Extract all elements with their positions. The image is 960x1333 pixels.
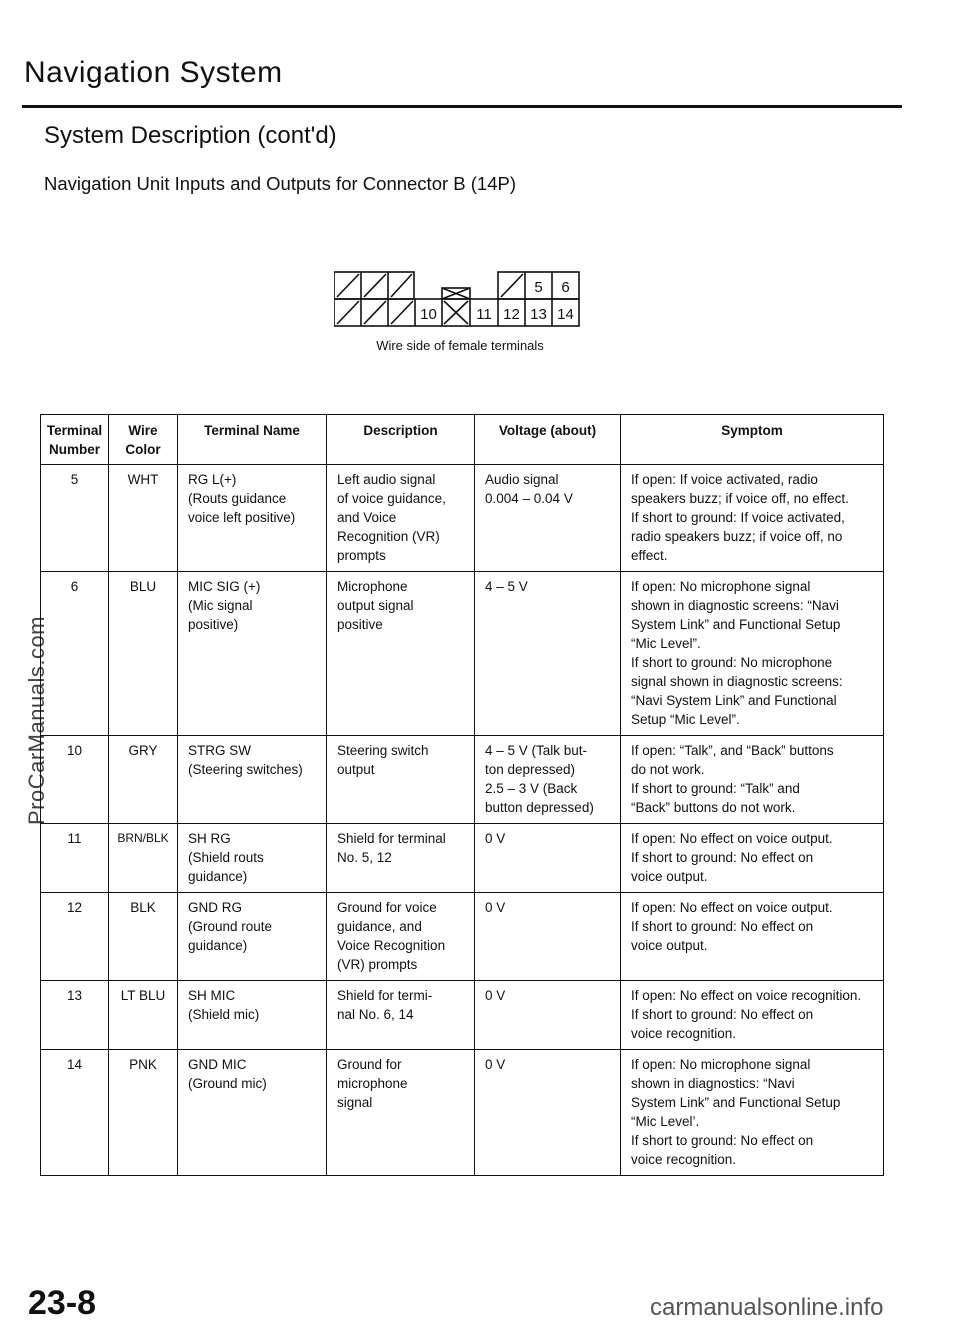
description: Left audio signal of voice guidance, and Voice Recognition (VR) prompts [327,465,475,572]
page-number: 23-8 [28,1284,97,1322]
table-row [41,1050,884,1176]
terminal-name: RG L(+) (Routs guidance voice left positive) [178,465,327,572]
header-wire-color: Wire Color [109,415,178,465]
header-voltage: Voltage (about) [475,415,621,465]
wire-color: BLU [109,572,178,736]
symptom: If open: No effect on voice recognition. If short to ground: No effect on voice recognition. [621,981,884,1050]
description: Ground for microphone signal [327,1050,475,1176]
header-terminal-number: Terminal Number [41,415,109,465]
wire-color: BRN/BLK [109,824,178,893]
pin-label: 10 [420,306,437,323]
wire-color: BLK [109,893,178,981]
voltage: 0 V [475,1050,621,1176]
description: Ground for voice guidance, and Voice Recognition (VR) prompts [327,893,475,981]
terminal-name: MIC SIG (+) (Mic signal positive) [178,572,327,736]
symptom: If open: No effect on voice output. If short to ground: No effect on voice output. [621,893,884,981]
description: Shield for termi- nal No. 6, 14 [327,981,475,1050]
symptom: If open: If voice activated, radio speakers buzz; if voice off, no effect. If short to ground: If voice activated, radio speakers buzz; if voice off, no effect. [621,465,884,572]
pin-label: 12 [503,306,520,323]
table-row [41,465,884,572]
terminal-number: 5 [41,465,109,572]
header-terminal-name: Terminal Name [178,415,327,465]
title-divider [22,105,902,108]
wire-color: LT BLU [109,981,178,1050]
voltage: 0 V [475,893,621,981]
table-row [41,893,884,981]
terminal-table [40,414,884,1176]
page-title: Navigation System [24,56,283,89]
terminal-number: 13 [41,981,109,1050]
voltage: Audio signal 0.004 – 0.04 V [475,465,621,572]
pin-label: 6 [561,279,570,296]
description: Shield for terminal No. 5, 12 [327,824,475,893]
pin-label: 11 [476,306,492,323]
pin-label: 5 [534,279,543,296]
terminal-name: GND MIC (Ground mic) [178,1050,327,1176]
side-watermark: ProCarManuals.com [24,615,49,825]
table-row [41,572,884,736]
wire-color: WHT [109,465,178,572]
voltage: 0 V [475,981,621,1050]
pin-label: 13 [530,306,547,323]
symptom: If open: No effect on voice output. If short to ground: No effect on voice output. [621,824,884,893]
terminal-name: GND RG (Ground route guidance) [178,893,327,981]
terminal-name: SH MIC (Shield mic) [178,981,327,1050]
terminal-name: SH RG (Shield routs guidance) [178,824,327,893]
terminal-number: 6 [41,572,109,736]
description: Microphone output signal positive [327,572,475,736]
voltage: 4 – 5 V [475,572,621,736]
terminal-name: STRG SW (Steering switches) [178,736,327,824]
table-row [41,824,884,893]
symptom: If open: No microphone signal shown in diagnostics: “Navi System Link” and Functional Setup “Mic Level’. If short to ground: No effect on voice recognition. [621,1050,884,1176]
description: Steering switch output [327,736,475,824]
symptom: If open: No microphone signal shown in diagnostic screens: “Navi System Link” and Functional Setup “Mic Level”. If short to ground: No microphone signal shown in diagnostic screens: “Navi System Link” and Functional Setup “Mic Level”. [621,572,884,736]
connector-caption: Wire side of female terminals [376,338,544,353]
table-row [41,981,884,1050]
header-symptom: Symptom [621,415,884,465]
voltage: 0 V [475,824,621,893]
table-row [41,736,884,824]
terminal-number: 12 [41,893,109,981]
section-title: System Description (cont'd) [44,122,337,149]
wire-color: GRY [109,736,178,824]
terminal-number: 10 [41,736,109,824]
table-header-row [41,415,884,465]
pin-label: 14 [557,306,574,323]
symptom: If open: “Talk”, and “Back” buttons do not work. If short to ground: “Talk” and “Back” buttons do not work. [621,736,884,824]
subsection-title: Navigation Unit Inputs and Outputs for Connector B (14P) [44,173,517,194]
terminal-number: 11 [41,824,109,893]
terminal-number: 14 [41,1050,109,1176]
wire-color: PNK [109,1050,178,1176]
footer-site-link[interactable]: carmanualsonline.info [650,1294,884,1321]
connector-diagram [334,270,584,330]
header-description: Description [327,415,475,465]
voltage: 4 – 5 V (Talk but- ton depressed) 2.5 – 3 V (Back button depressed) [475,736,621,824]
